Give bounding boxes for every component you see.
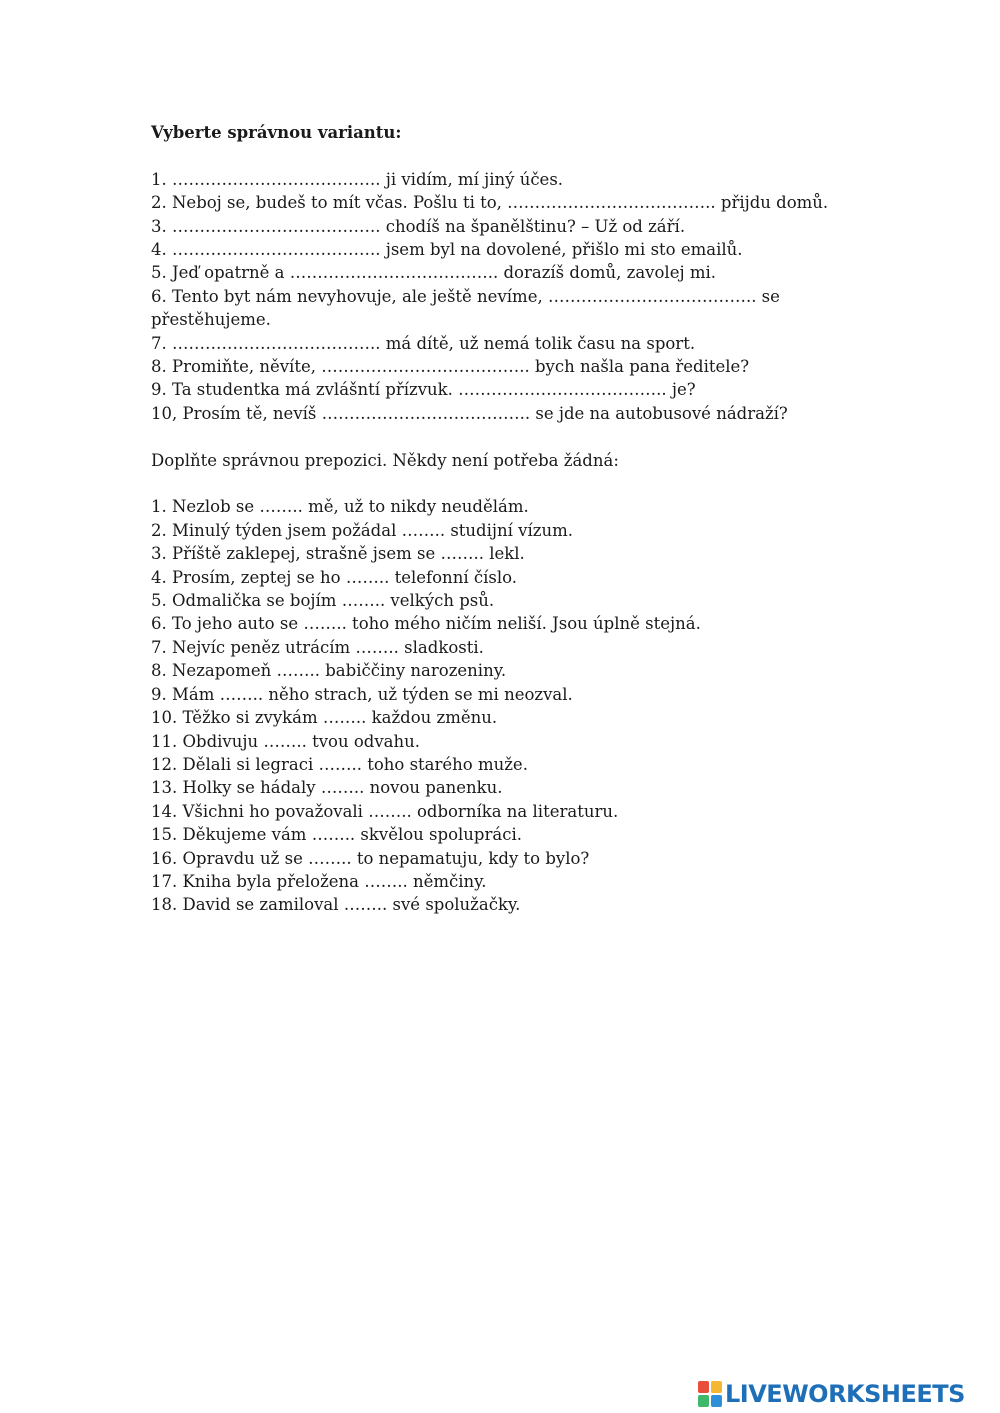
- exercise-item: 6. Tento byt nám nevyhovuje, ale ještě nevíme, ……………………………….. se přestěhujeme.: [151, 286, 780, 330]
- logo-text: LIVEWORKSHEETS: [725, 1380, 965, 1408]
- worksheet: [151, 121, 871, 917]
- exercise-item: 8. Nezapomeň …….. babiččiny narozeniny.: [151, 661, 507, 681]
- exercise-item: 3. ……………………………….. chodíš na španělštinu? – Už od září.: [151, 216, 686, 236]
- liveworksheets-logo[interactable]: [698, 1377, 965, 1411]
- exercise-item: 7. Nejvíc peněz utrácím …….. sladkosti.: [151, 637, 484, 657]
- exercise-item: 15. Děkujeme vám …….. skvělou spolupráci.: [151, 825, 522, 845]
- liveworksheets-logo-icon: [698, 1381, 722, 1407]
- exercise-item: 9. Mám …….. něho strach, už týden se mi neozval.: [151, 684, 573, 704]
- section1-list: [151, 168, 871, 425]
- exercise-item: 18. David se zamiloval …….. své spolužačky.: [151, 895, 521, 915]
- exercise-item: 6. To jeho auto se …….. toho mého ničím neliší. Jsou úplně stejná.: [151, 614, 701, 634]
- exercise-item: 10. Těžko si zvykám …….. každou změnu.: [151, 708, 498, 728]
- section2-title: Doplňte správnou prepozici. Někdy není potřeba žádná:: [151, 450, 619, 470]
- section2-list: [151, 495, 871, 916]
- exercise-item: 14. Všichni ho považovali …….. odborníka na literaturu.: [151, 801, 619, 821]
- spacer: [151, 425, 871, 448]
- exercise-item: 17. Kniha byla přeložena …….. němčiny.: [151, 871, 487, 891]
- exercise-item: 5. Jeď opatrně a ……………………………….. dorazíš domů, zavolej mi.: [151, 263, 716, 283]
- exercise-item: 13. Holky se hádaly …….. novou panenku.: [151, 778, 503, 798]
- exercise-item: 16. Opravdu už se …….. to nepamatuju, kdy to bylo?: [151, 848, 590, 868]
- exercise-item: 9. Ta studentka má zvlášntí přízvuk. ……………………………….. je?: [151, 380, 696, 400]
- exercise-item: 4. Prosím, zeptej se ho …….. telefonní číslo.: [151, 567, 517, 587]
- section1-title: Vyberte správnou variantu:: [151, 123, 402, 142]
- exercise-item: 7. ……………………………….. má dítě, už nemá tolik času na sport.: [151, 333, 696, 353]
- exercise-item: 4. ……………………………….. jsem byl na dovolené, přišlo mi sto emailů.: [151, 240, 743, 260]
- exercise-item: 12. Dělali si legraci …….. toho starého muže.: [151, 754, 528, 774]
- exercise-item: 3. Příště zaklepej, strašně jsem se …….. lekl.: [151, 544, 525, 564]
- exercise-item: 2. Minulý týden jsem požádal …….. studijní vízum.: [151, 520, 573, 540]
- exercise-item: 10, Prosím tě, nevíš ……………………………….. se jde na autobusové nádraží?: [151, 403, 788, 423]
- exercise-item: 8. Promiňte, něvíte, ……………………………….. bych našla pana ředitele?: [151, 357, 750, 377]
- spacer: [151, 472, 871, 495]
- exercise-item: 2. Neboj se, budeš to mít včas. Pošlu ti to, ……………………………….. přijdu domů.: [151, 193, 829, 213]
- exercise-item: 1. ……………………………….. ji vidím, mí jiný účes.: [151, 169, 564, 189]
- spacer: [151, 144, 871, 167]
- exercise-item: 1. Nezlob se …….. mě, už to nikdy neudělám.: [151, 497, 529, 517]
- exercise-item: 5. Odmalička se bojím …….. velkých psů.: [151, 591, 495, 611]
- exercise-item: 11. Obdivuju …….. tvou odvahu.: [151, 731, 420, 751]
